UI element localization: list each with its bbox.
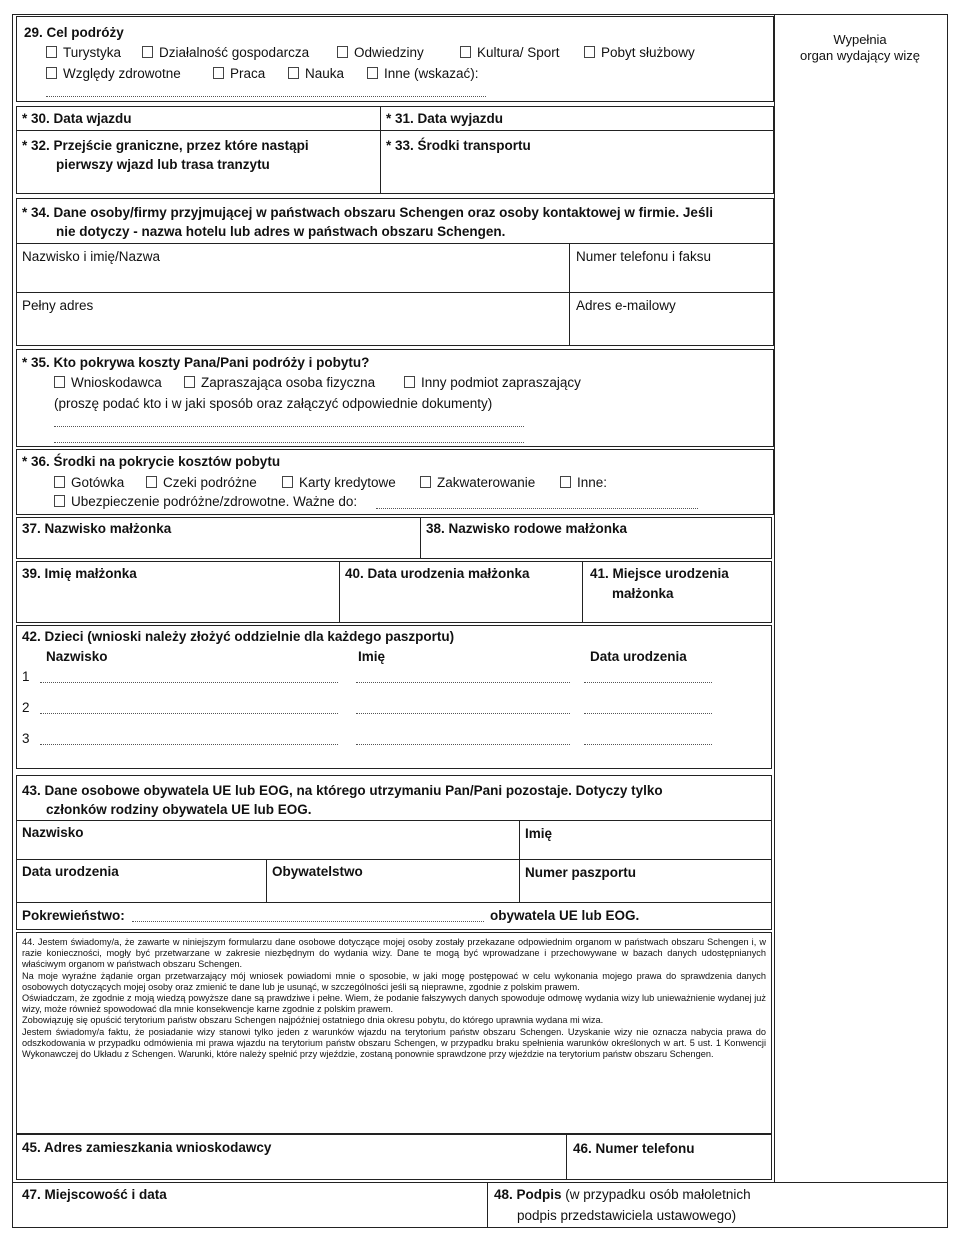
child2-dob[interactable] — [584, 713, 712, 714]
s29-row1 — [46, 45, 121, 61]
signature-field[interactable] — [760, 1186, 940, 1224]
option-dzialalnosc: Działalność gospodarcza — [159, 45, 310, 60]
checkbox-kultura[interactable] — [460, 46, 471, 58]
s45-label: 45. Adres zamieszkania wnioskodawcy — [22, 1140, 272, 1155]
exit-date-field[interactable] — [512, 108, 770, 128]
s35-opt2-row — [184, 375, 375, 391]
divider — [420, 517, 421, 559]
option-osoba-fizyczna: Zapraszająca osoba fizyczna — [201, 375, 376, 390]
s42-col-name: Imię — [358, 649, 386, 664]
s43-name: Imię — [525, 826, 553, 841]
s35-note: (proszę podać kto i w jaki sposób oraz załączyć odpowiednie dokumenty) — [54, 396, 493, 411]
option-inne-srodki: Inne: — [577, 475, 608, 490]
s41-line1: 41. Miejsce urodzenia — [590, 566, 729, 581]
s36-insurance-line[interactable] — [376, 508, 698, 509]
child3-surname[interactable] — [40, 744, 338, 745]
s30-label: * 30. Data wjazdu — [22, 111, 132, 126]
checkbox-zakwaterowanie[interactable] — [420, 476, 431, 488]
s43-relation-label: Pokrewieństwo: — [22, 908, 125, 923]
s46-label: 46. Numer telefonu — [573, 1141, 695, 1156]
s36-opt1-row — [54, 475, 124, 491]
divider — [339, 561, 340, 623]
divider — [16, 902, 772, 903]
divider — [582, 561, 583, 623]
checkbox-inne[interactable] — [367, 67, 378, 79]
child2-surname[interactable] — [40, 713, 338, 714]
child2-name[interactable] — [356, 713, 570, 714]
s44-paragraph: Jestem świadomy/a faktu, że posiadanie wizy stanowi tylko jeden z warunków wjazdu na terytorium państw obszaru Schengen. Uzyskanie wizy nie oznacza nabycia prawa do odszkodowania w przypadku odmówienia mi prawa wjazdu na terytorium państw obszaru Schengen, w przypadku braku spełnienia warunków określonych w art. 5 ust. 1 Konwencji Wykonawczej do Układu z Schengen. Warunki, które należy spełnić przy wjeździe, zostaną ponownie sprawdzone przy wjeździe na terytorium państw obszaru Schengen. — [22, 1026, 766, 1060]
checkbox-odwiedziny[interactable] — [337, 46, 348, 58]
s34-line2: nie dotyczy - nazwa hotelu lub adres w państwach obszaru Schengen. — [56, 224, 506, 239]
s44-paragraph: Zobowiązuję się opuścić terytorium państw obszaru Schengen najpóźniej ostatniego dnia okresu pobytu, do którego uprawnia wydana mi wiza. — [22, 1015, 604, 1026]
s36-insurance-row — [54, 494, 357, 510]
divider — [16, 130, 774, 131]
s36-opt4-row — [420, 475, 535, 491]
place-date-field[interactable] — [180, 1186, 480, 1224]
option-inny-podmiot: Inny podmiot zapraszający — [421, 375, 581, 390]
divider — [266, 859, 267, 902]
s34-phone-label: Numer telefonu i faksu — [576, 249, 712, 264]
s42-col-dob: Data urodzenia — [590, 649, 687, 664]
option-czeki: Czeki podróżne — [163, 475, 257, 490]
s43-relation-line[interactable] — [132, 921, 484, 922]
s42-row-num: 1 — [22, 669, 30, 684]
s43-dob: Data urodzenia — [22, 864, 119, 879]
sidebar-label: Wypełnia organ wydający wizę — [800, 32, 920, 64]
s43-passport: Numer paszportu — [525, 865, 637, 880]
child3-name[interactable] — [356, 744, 570, 745]
checkbox-dzialalnosc[interactable] — [142, 46, 153, 58]
checkbox-osoba-fizyczna[interactable] — [184, 376, 195, 388]
checkbox-praca[interactable] — [213, 67, 224, 79]
s43-line2: członków rodziny obywatela UE lub EOG. — [46, 802, 312, 817]
child1-surname[interactable] — [40, 682, 338, 683]
divider — [16, 859, 772, 860]
s31-label: * 31. Data wyjazdu — [386, 111, 504, 126]
s44-paragraph: 44. Jestem świadomy/a, że zawarte w niniejszym formularzu dane osobowe dotyczące mojej osoby zostały przekazane odpowiednim organom w państwach obszaru Schengen i, w razie konieczności, mogły być przetwarzane w zakresie niezbędnym do wydania wizy. Dane te mogą być wprowadzane i przechowywane w bazach danych udostępnianych właściwym organom w państwach obszaru Schengen. — [22, 937, 766, 970]
s34-name-label: Nazwisko i imię/Nazwa — [22, 249, 161, 264]
divider — [16, 820, 772, 821]
child1-dob[interactable] — [584, 682, 712, 683]
s34-email-label: Adres e-mailowy — [576, 298, 676, 313]
s35-line2[interactable] — [54, 442, 524, 443]
s41-line2: małżonka — [612, 586, 674, 601]
s35-opt1-row — [54, 375, 162, 391]
sidebar-divider — [774, 14, 775, 1182]
option-nauka: Nauka — [305, 66, 345, 81]
divider — [16, 243, 774, 244]
option-kultura: Kultura/ Sport — [477, 45, 560, 60]
s42-title — [22, 629, 454, 645]
s32-line2: pierwszy wjazd lub trasa tranzytu — [56, 157, 270, 172]
s32-line1: * 32. Przejście graniczne, przez które nastąpi — [22, 138, 309, 153]
s34-address-label: Pełny adres — [22, 298, 94, 313]
option-praca: Praca — [230, 66, 266, 81]
checkbox-wnioskodawca[interactable] — [54, 376, 65, 388]
s37-label: 37. Nazwisko małżonka — [22, 521, 172, 536]
s36-opt3-row — [282, 475, 396, 491]
option-praca-row — [213, 66, 265, 82]
option-zdrowotne-row — [46, 66, 181, 82]
divider — [566, 1134, 567, 1180]
option-pobyt-row — [584, 45, 695, 61]
divider — [16, 292, 774, 293]
s36-opt2-row — [146, 475, 257, 491]
divider — [569, 243, 570, 346]
checkbox-nauka[interactable] — [288, 67, 299, 79]
s42-title-bold: 42. Dzieci — [22, 629, 84, 644]
s35-line1[interactable] — [54, 426, 524, 427]
s44-declaration — [22, 937, 766, 1060]
s29-other-line[interactable] — [46, 96, 486, 97]
s35-title: * 35. Kto pokrywa koszty Pana/Pani podróży i pobytu? — [22, 355, 370, 370]
s44-paragraph: Na moje wyraźne żądanie organ przetwarzający mój wniosek powiadomi mnie o sposobie, w jaki mogę postępować w celu wykonania mojego prawa do sprawdzenia danych osobowych dotyczących mojej osoby oraz zmienić te dane lub je usunąć, w szczególności jeśli są nieprawne, zgodnie z polskim prawem. — [22, 970, 766, 992]
option-dzialalnosc-row — [142, 45, 309, 61]
option-pobyt: Pobyt służbowy — [601, 45, 695, 60]
checkbox-turystyka[interactable] — [46, 46, 57, 58]
s38-label: 38. Nazwisko rodowe małżonka — [426, 521, 628, 536]
s47-label: 47. Miejscowość i data — [22, 1187, 167, 1202]
option-zdrowotne: Względy zdrowotne — [63, 66, 181, 81]
s39-label: 39. Imię małżonka — [22, 566, 137, 581]
s48-bold: 48. Podpis — [494, 1187, 562, 1202]
checkbox-zdrowotne[interactable] — [46, 67, 57, 79]
checkbox-ubezpieczenie[interactable] — [54, 495, 65, 507]
option-odwiedziny-row — [337, 45, 424, 61]
divider — [12, 1182, 948, 1183]
option-inne: Inne (wskazać): — [384, 66, 479, 81]
s36-opt5-row — [560, 475, 607, 491]
s48-line2: podpis przedstawiciela ustawowego) — [517, 1208, 737, 1223]
s48-line1 — [494, 1187, 751, 1203]
divider — [519, 820, 520, 902]
checkbox-pobyt[interactable] — [584, 46, 595, 58]
s35-opt3-row — [404, 375, 581, 391]
s42-col-surname: Nazwisko — [46, 649, 108, 664]
option-kultura-row — [460, 45, 560, 61]
section-42 — [16, 625, 772, 769]
checkbox-karty[interactable] — [282, 476, 293, 488]
option-nauka-row — [288, 66, 344, 82]
child1-name[interactable] — [356, 682, 570, 683]
option-turystyka: Turystyka — [63, 45, 122, 60]
s33-label: * 33. Środki transportu — [386, 138, 531, 153]
s34-line1: * 34. Dane osoby/firmy przyjmującej w państwach obszaru Schengen oraz osoby kontaktowej w firmie. Jeśli — [22, 205, 713, 220]
s36-title: * 36. Środki na pokrycie kosztów pobytu — [22, 454, 281, 469]
option-gotowka: Gotówka — [71, 475, 125, 490]
divider — [380, 106, 381, 194]
entry-date-field[interactable] — [140, 108, 376, 128]
option-odwiedziny: Odwiedziny — [354, 45, 424, 60]
option-karty: Karty kredytowe — [299, 475, 396, 490]
child3-dob[interactable] — [584, 744, 712, 745]
s43-relation-suffix: obywatela UE lub EOG. — [490, 908, 640, 923]
checkbox-inny-podmiot[interactable] — [404, 376, 415, 388]
checkbox-gotowka[interactable] — [54, 476, 65, 488]
checkbox-inne-srodki[interactable] — [560, 476, 571, 488]
checkbox-czeki[interactable] — [146, 476, 157, 488]
s42-row-num: 3 — [22, 731, 30, 746]
s42-row-num: 2 — [22, 700, 30, 715]
s43-citizenship: Obywatelstwo — [272, 864, 363, 879]
divider — [487, 1182, 488, 1228]
s43-line1: 43. Dane osobowe obywatela UE lub EOG, na którego utrzymaniu Pan/Pani pozostaje. Dotyczy tylko — [22, 783, 663, 798]
option-wnioskodawca: Wnioskodawca — [71, 375, 162, 390]
s48-rest: (w przypadku osób małoletnich — [561, 1187, 751, 1202]
s43-surname: Nazwisko — [22, 825, 84, 840]
s29-title: 29. Cel podróży — [24, 25, 124, 40]
s40-label: 40. Data urodzenia małżonka — [345, 566, 530, 581]
s42-title-rest: (wnioski należy złożyć oddzielnie dla każdego paszportu) — [83, 629, 455, 644]
s44-paragraph: Oświadczam, że zgodnie z moją wiedzą powyższe dane są prawdziwe i pełne. Wiem, że podanie fałszywych danych spowoduje odmowę wydania wizy lub unieważnienie wydanej już wizy, może również spowodować dla mnie konsekwencje karne zgodnie z polskim prawem. — [22, 993, 766, 1015]
option-zakwaterowanie: Zakwaterowanie — [437, 475, 536, 490]
option-inne-row — [367, 66, 479, 82]
option-ubezpieczenie: Ubezpieczenie podróżne/zdrowotne. Ważne do: — [71, 494, 358, 509]
